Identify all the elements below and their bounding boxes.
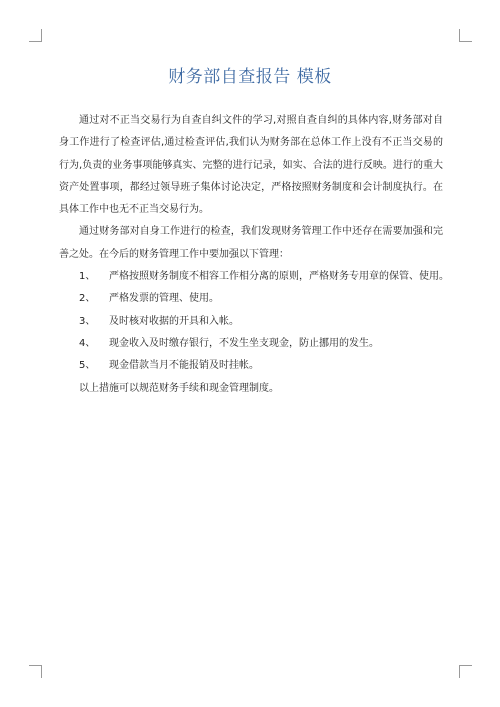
crop-mark-bottom-right [459,665,472,678]
paragraph-2: 通过财务部对自身工作进行的检查，我们发现财务管理工作中还存在需要加强和完善之处。在今后的财务管理工作中要加强以下管理： [59,226,443,260]
crop-mark-bottom-left [29,665,42,678]
paragraph-1: 通过对不正当交易行为自查自纠文件的学习,对照自查自纠的具体内容,财务部对自身工作进行了检查评估,通过检查评估,我们认为财务部在总体工作上没有不正当交易的行为,负责的业务事项能够真实、完整的进行记录，如实、合法的进行反映。进行的重大资产处置事项，都经过领导班子集体讨论决定，严格按照财务制度和会计制度执行。在具体工作中也无不正当交易行为。 [59,115,443,216]
list-item [59,333,443,355]
list-item-text: 现金收入及时缴存银行，不发生坐支现金，防止挪用的发生。 [109,337,379,349]
list-item-number: 1、 [79,271,96,283]
list-item [59,288,443,310]
list-item [59,266,449,288]
list-item [59,355,443,377]
list-item-text: 严格按照财务制度不相容工作相分离的原则，严格财务专用章的保管、使用。 [109,271,449,283]
list-item-number: 3、 [79,315,96,327]
list-item-number: 4、 [79,337,96,349]
crop-mark-top-right [459,29,472,42]
list-item [59,311,443,333]
document-title: 财务部自查报告 模板 [168,67,332,87]
list-item-number: 2、 [79,293,96,305]
document-body [59,110,449,400]
crop-mark-top-left [29,29,42,42]
measures-list [59,266,449,377]
closing-paragraph: 以上措施可以规范财务手续和现金管理制度。 [79,382,279,394]
list-item-number: 5、 [79,360,96,372]
list-item-text: 及时核对收据的开具和入帐。 [109,315,239,327]
list-item-text: 现金借款当月不能报销及时挂帐。 [109,360,259,372]
list-item-text: 严格发票的管理、使用。 [109,293,219,305]
